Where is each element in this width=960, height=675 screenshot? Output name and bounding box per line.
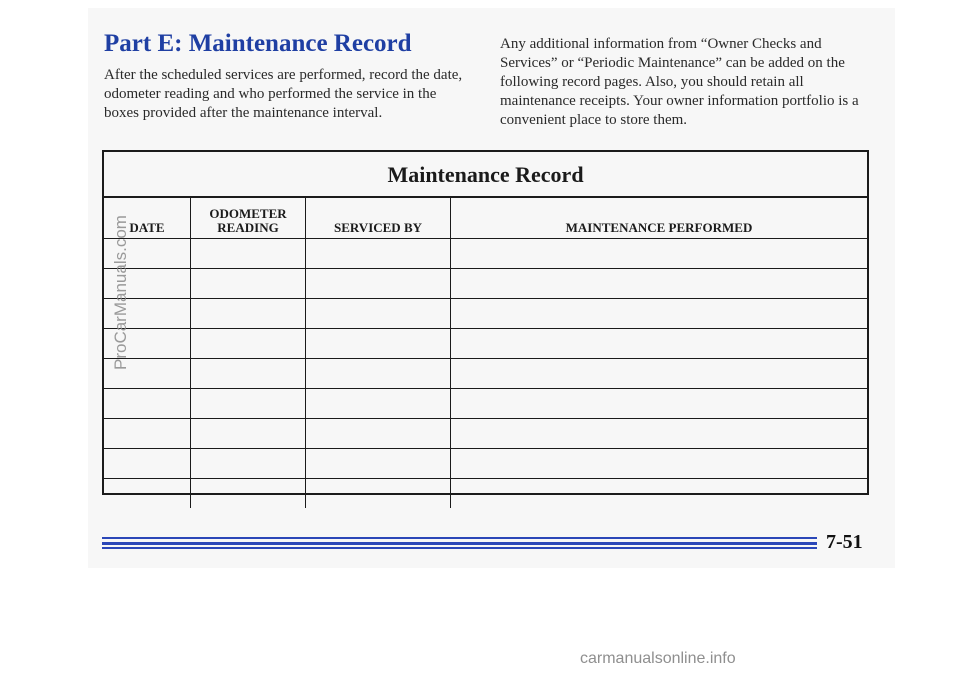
odometer-cell[interactable] — [191, 449, 306, 479]
footer-rule — [102, 537, 817, 549]
odometer-cell[interactable] — [191, 419, 306, 449]
section-heading: Part E: Maintenance Record — [104, 30, 412, 57]
table-row — [104, 269, 867, 299]
table-row — [104, 419, 867, 449]
watermark-bottom: carmanualsonline.info — [580, 650, 736, 667]
odometer-cell[interactable] — [191, 329, 306, 359]
header-maintenance-performed: MAINTENANCE PERFORMED — [451, 198, 868, 239]
odometer-cell[interactable] — [191, 269, 306, 299]
record-rows — [104, 239, 867, 509]
maintenance-cell[interactable] — [451, 299, 868, 329]
record-table — [104, 198, 867, 508]
date-cell[interactable] — [104, 419, 191, 449]
page-number: 7-51 — [826, 531, 863, 553]
date-cell[interactable] — [104, 479, 191, 509]
serviced-by-cell[interactable] — [306, 239, 451, 269]
date-cell[interactable] — [104, 389, 191, 419]
maintenance-cell[interactable] — [451, 359, 868, 389]
table-row — [104, 389, 867, 419]
odometer-cell[interactable] — [191, 359, 306, 389]
header-date: DATE — [104, 198, 191, 239]
serviced-by-cell[interactable] — [306, 419, 451, 449]
header-odometer-reading — [191, 198, 306, 239]
table-row — [104, 299, 867, 329]
serviced-by-cell[interactable] — [306, 449, 451, 479]
maintenance-cell[interactable] — [451, 239, 868, 269]
watermark-side — [111, 200, 131, 370]
maintenance-cell[interactable] — [451, 269, 868, 299]
serviced-by-cell[interactable] — [306, 269, 451, 299]
maintenance-cell[interactable] — [451, 479, 868, 509]
intro-paragraph-left: After the scheduled services are performed, record the date, odometer reading and who performed the service in the boxes provided after the maintenance interval. — [104, 67, 463, 121]
header-odometer-line2: READING — [217, 220, 279, 235]
date-cell[interactable] — [104, 449, 191, 479]
odometer-cell[interactable] — [191, 479, 306, 509]
intro-paragraph-right: Any additional information from “Owner Checks and Services” or “Periodic Maintenance” can be added on the following record pages. Also, you should retain all maintenance receipts. Your owner information portfolio is a convenient place to store them. — [500, 36, 859, 128]
maintenance-cell[interactable] — [451, 449, 868, 479]
maintenance-cell[interactable] — [451, 329, 868, 359]
table-row — [104, 359, 867, 389]
odometer-cell[interactable] — [191, 299, 306, 329]
maintenance-cell[interactable] — [451, 389, 868, 419]
watermark-side-text: ProCarManuals.com — [111, 215, 130, 370]
serviced-by-cell[interactable] — [306, 479, 451, 509]
header-serviced-by: SERVICED BY — [306, 198, 451, 239]
maintenance-cell[interactable] — [451, 419, 868, 449]
table-row — [104, 449, 867, 479]
odometer-cell[interactable] — [191, 239, 306, 269]
serviced-by-cell[interactable] — [306, 359, 451, 389]
table-row — [104, 239, 867, 269]
serviced-by-cell[interactable] — [306, 299, 451, 329]
record-title: Maintenance Record — [104, 152, 867, 198]
table-row — [104, 329, 867, 359]
header-odometer-line1: ODOMETER — [209, 206, 287, 221]
maintenance-record-form — [102, 150, 869, 495]
serviced-by-cell[interactable] — [306, 389, 451, 419]
odometer-cell[interactable] — [191, 389, 306, 419]
table-row — [104, 479, 867, 509]
serviced-by-cell[interactable] — [306, 329, 451, 359]
table-header-row — [104, 198, 867, 239]
